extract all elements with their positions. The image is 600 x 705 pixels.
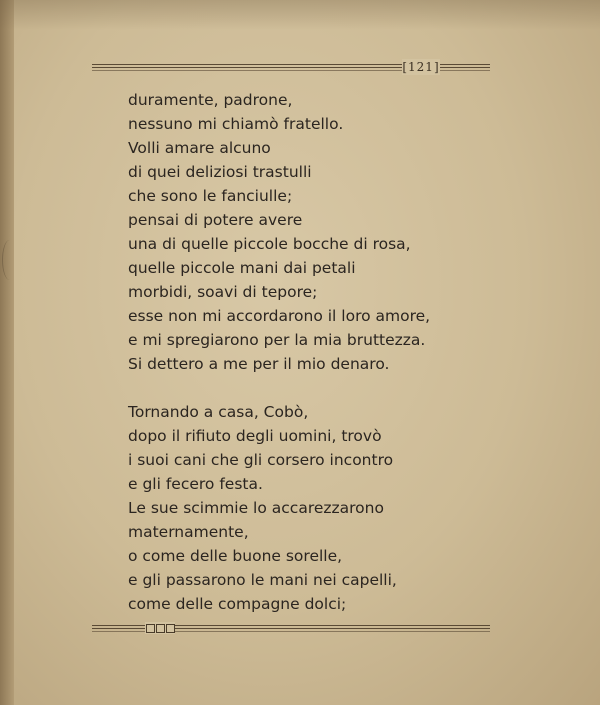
poem-line: maternamente, [128, 523, 249, 541]
poem-line: duramente, padrone, [128, 91, 293, 109]
poem-line: esse non mi accordarono il loro amore, [128, 307, 431, 325]
page-binding-edge [0, 0, 14, 705]
stanza-break [128, 376, 458, 400]
page-margin-mark [2, 240, 17, 280]
poem-line: quelle piccole mani dai petali [128, 259, 356, 277]
footer-ornament-icon [145, 622, 175, 634]
footer-rule [92, 622, 490, 636]
poem-text [128, 88, 458, 616]
poem-line: o come delle buone sorelle, [128, 547, 343, 565]
poem-line: e gli passarono le mani nei capelli, [128, 571, 397, 589]
poem-line: e mi spregiarono per la mia bruttezza. [128, 331, 426, 349]
poem-line: dopo il rifiuto degli uomini, trovò [128, 427, 382, 445]
poem-line: Volli amare alcuno [128, 139, 271, 157]
poem-line: i suoi cani che gli corsero incontro [128, 451, 394, 469]
poem-line: nessuno mi chiamò fratello. [128, 115, 344, 133]
poem-line: morbidi, soavi di tepore; [128, 283, 318, 301]
poem-line: che sono le fanciulle; [128, 187, 293, 205]
poem-line: Le sue scimmie lo accarezzarono [128, 499, 384, 517]
page-top-shadow [0, 0, 600, 30]
poem-line: una di quelle piccole bocche di rosa, [128, 235, 411, 253]
poem-line: Si dettero a me per il mio denaro. [128, 355, 390, 373]
poem-line: pensai di potere avere [128, 211, 303, 229]
poem-line: Tornando a casa, Cobò, [128, 403, 309, 421]
poem-line: di quei deliziosi trastulli [128, 163, 312, 181]
page-number: [121] [402, 60, 440, 74]
poem-line: come delle compagne dolci; [128, 595, 347, 613]
poem-line: e gli fecero festa. [128, 475, 263, 493]
